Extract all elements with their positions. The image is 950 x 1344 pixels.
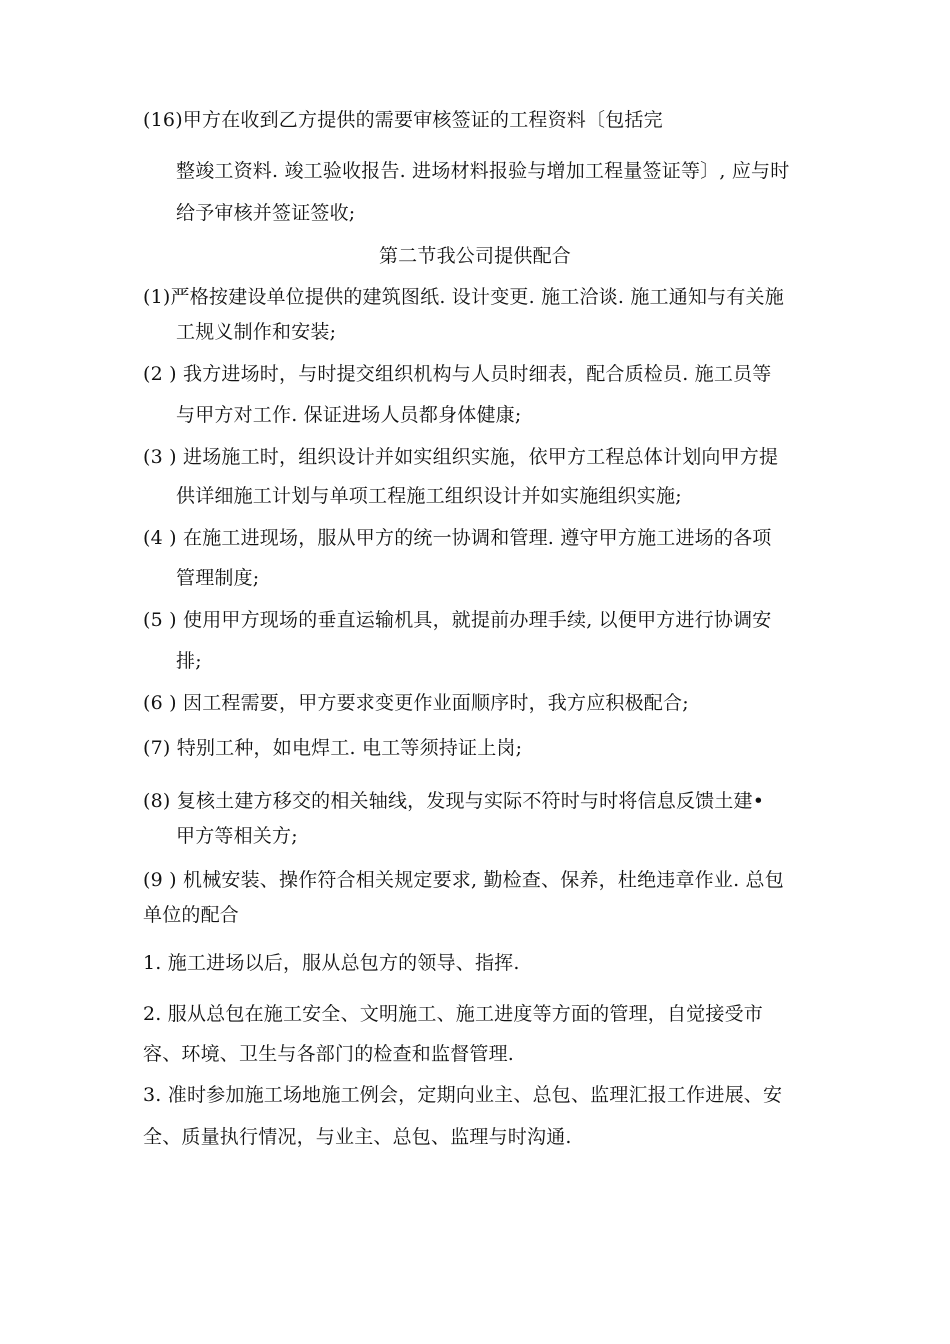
section-title: 第二节我公司提供配合: [378, 245, 571, 267]
item-9-line-1: (9 ) 机械安装、操作符合相关规定要求, 勤检查、保养，杜绝违章作业. 总包: [143, 869, 784, 891]
numbered-2-line-2: 容、环境、卫生与各部门的检查和监督管理.: [143, 1043, 515, 1065]
item-2-line-2: 与甲方对工作. 保证进场人员都身体健康;: [176, 404, 522, 426]
item-3-line-2: 供详细施工计划与单项工程施工组织设计并如实施组织实施;: [176, 485, 682, 507]
item-16-line-1: (16)甲方在收到乙方提供的需要审核签证的工程资料〔包括完: [143, 109, 663, 131]
numbered-1-line-1: 1. 施工进场以后，服从总包方的领导、指挥.: [143, 952, 520, 974]
item-8-line-1: (8) 复核土建方移交的相关轴线，发现与实际不符时与时将信息反馈土建•: [143, 790, 765, 812]
item-3-line-1: (3 ) 进场施工时，组织设计并如实组织实施，依甲方工程总体计划向甲方提: [143, 446, 779, 468]
item-4-line-2: 管理制度;: [176, 567, 260, 589]
item-7-line-1: (7) 特别工种，如电焊工. 电工等须持证上岗;: [143, 737, 523, 759]
item-6-line-1: (6 ) 因工程需要，甲方要求变更作业面顺序时，我方应积极配合;: [143, 692, 689, 714]
item-5-line-2: 排;: [176, 650, 202, 672]
item-1-line-1: (1)严格按建设单位提供的建筑图纸. 设计变更. 施工洽谈. 施工通知与有关施: [143, 286, 784, 308]
numbered-3-line-1: 3. 准时参加施工场地施工例会，定期向业主、总包、监理汇报工作进展、安: [143, 1084, 783, 1106]
item-5-line-1: (5 ) 使用甲方现场的垂直运输机具，就提前办理手续, 以便甲方进行协调安: [143, 609, 772, 631]
numbered-2-line-1: 2. 服从总包在施工安全、文明施工、施工进度等方面的管理，自觉接受市: [143, 1003, 763, 1025]
item-16-line-3: 给予审核并签证签收;: [176, 202, 356, 224]
numbered-3-line-2: 全、质量执行情况，与业主、总包、监理与时沟通.: [143, 1126, 572, 1148]
item-16-line-2: 整竣工资料. 竣工验收报告. 进场材料报验与增加工程量签证等〕, 应与时: [176, 160, 790, 182]
item-1-line-2: 工规义制作和安装;: [176, 321, 337, 343]
item-8-line-2: 甲方等相关方;: [176, 825, 298, 847]
item-4-line-1: (4 ) 在施工进现场，服从甲方的统一协调和管理. 遵守甲方施工进场的各项: [143, 527, 772, 549]
item-9-line-2: 单位的配合: [143, 904, 240, 926]
item-2-line-1: (2 ) 我方进场时，与时提交组织机构与人员时细表，配合质检员. 施工员等: [143, 363, 772, 385]
